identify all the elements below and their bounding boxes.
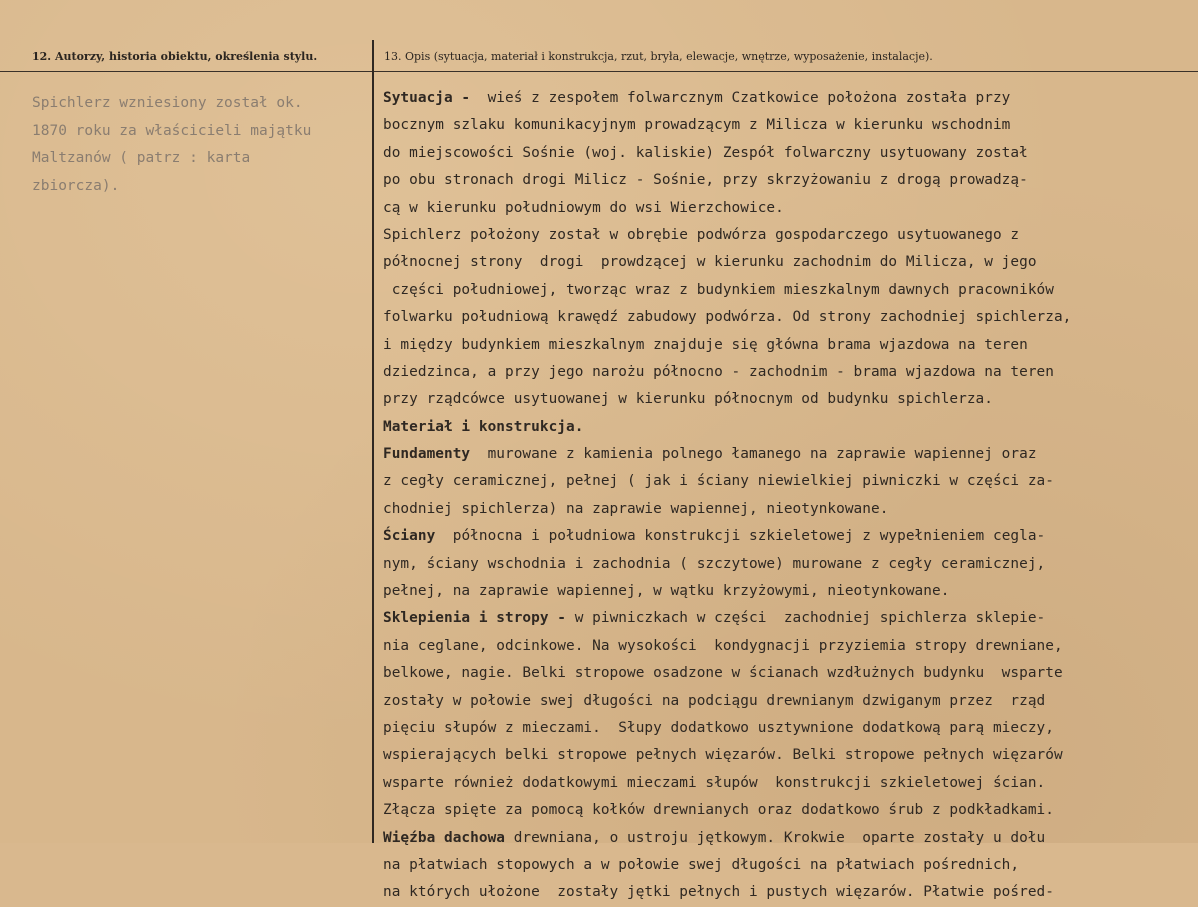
description-line (383, 633, 1183, 660)
left-line: Spichlerz wzniesiony został ok. (32, 95, 303, 111)
description-text-run: zostały w połowie swej długości na podciągu drewnianym dzwiganym przez rząd (383, 692, 1046, 709)
description-line (383, 742, 1183, 769)
left-line: zbiorcza). (32, 177, 120, 194)
description-text-run: wspierających belki stropowe pełnych więzarów. Belki stropowe pełnych więzarów (383, 747, 1063, 764)
authors-history-text (32, 90, 362, 200)
description-text-run: pięciu słupów z mieczami. Słupy dodatkowo usztywnione dodatkową parą mieczy, (383, 719, 1054, 736)
description-text-run: na których ułożone zostały jętki pełnych i pustych więzarów. Płatwie pośred- (383, 884, 1054, 901)
description-text-run: drewniana, o ustroju jętkowym. Krokwie oparte zostały u dołu (505, 829, 1046, 846)
header-divider (0, 71, 1198, 72)
description-line (383, 249, 1183, 276)
description-text-run: belkowe, nagie. Belki stropowe osadzone w ścianach wzdłużnych budynku wsparte (383, 665, 1063, 682)
section-heading: Materiał i konstrukcja. (383, 418, 584, 435)
description-text-run: murowane z kamienia polnego łamanego na zaprawie wapiennej oraz (470, 446, 1037, 463)
description-line (383, 605, 1183, 632)
description-text-run: przy rządcówce usytuowanej w kierunku północnym od budynku spichlerza. (383, 391, 993, 408)
description-text-run: do miejscowości Sośnie (woj. kaliskie) Zespół folwarczny usytuowany został (383, 144, 1028, 161)
description-line (383, 414, 1183, 441)
description-text (383, 85, 1183, 907)
description-line (383, 551, 1183, 578)
description-line (383, 879, 1183, 906)
description-line (383, 195, 1183, 222)
description-text-run: północna i południowa konstrukcji szkieletowej z wypełnieniem cegla- (435, 528, 1046, 545)
description-line (383, 660, 1183, 687)
description-line (383, 112, 1183, 139)
description-line (383, 523, 1183, 550)
description-text-run: z cegły ceramicznej, pełnej ( jak i ściany niewielkiej piwniczki w części za- (383, 473, 1054, 490)
description-line (383, 359, 1183, 386)
description-line (383, 277, 1183, 304)
description-line (383, 85, 1183, 112)
description-line (383, 222, 1183, 249)
description-text-run: bocznym szlaku komunikacyjnym prowadzącym z Milicza w kierunku wschodnim (383, 117, 1011, 134)
description-line (383, 688, 1183, 715)
left-line: Maltzanów ( patrz : karta (32, 150, 251, 166)
section-12-header: 12. Autorzy, historia obiektu, określenia stylu. (32, 50, 318, 63)
section-heading: Sytuacja - (383, 90, 471, 106)
description-line (383, 715, 1183, 742)
description-text-run: północnej strony drogi prowdzącej w kierunku zachodnim do Milicza, w jego (383, 254, 1037, 271)
section-heading: Więźba dachowa (383, 829, 505, 846)
description-text-run: cą w kierunku południowym do wsi Wierzchowice. (383, 199, 784, 216)
description-line (383, 852, 1183, 879)
description-line (383, 140, 1183, 167)
description-text-run: i między budynkiem mieszkalnym znajduje się główna brama wjazdowa na teren (383, 336, 1028, 353)
section-heading: Ściany (383, 528, 436, 545)
description-line (383, 770, 1183, 797)
column-divider (372, 40, 374, 843)
description-line (383, 797, 1183, 824)
description-text-run: po obu stronach drogi Milicz - Sośnie, przy skrzyżowaniu z drogą prowadzą- (383, 172, 1028, 189)
description-text-run: dziedzinca, a przy jego narożu północno - zachodnim - brama wjazdowa na teren (383, 363, 1054, 380)
description-text-run: folwarku południową krawędź zabudowy podwórza. Od strony zachodniej spichlerza, (383, 309, 1072, 326)
section-heading: Sklepienia i stropy - (383, 610, 566, 627)
description-line (383, 441, 1183, 468)
description-text-run: wsparte również dodatkowymi mieczami słupów konstrukcji szkieletowej ścian. (383, 774, 1046, 791)
description-text-run: Złącza spięte za pomocą kołków drewnianych oraz dodatkowo śrub z podkładkami. (383, 802, 1054, 819)
description-line (383, 578, 1183, 605)
section-heading: Fundamenty (383, 446, 471, 463)
description-text-run: części południowej, tworząc wraz z budynkiem mieszkalnym dawnych pracowników (383, 281, 1054, 298)
description-text-run: wieś z zespołem folwarcznym Czatkowice położona została przy (470, 90, 1011, 106)
description-text-run: na płatwiach stopowych a w połowie swej długości na płatwiach pośrednich, (383, 856, 1020, 873)
description-line (383, 468, 1183, 495)
section-13-header: 13. Opis (sytuacja, materiał i konstrukcja, rzut, bryła, elewacje, wnętrze, wyposażenie, instalacje). (384, 50, 933, 63)
description-text-run: pełnej, na zaprawie wapiennej, w wątku krzyżowymi, nieotynkowane. (383, 583, 950, 600)
description-text-run: Spichlerz położony został w obrębie podwórza gospodarczego usytuowanego z (383, 226, 1020, 243)
description-text-run: chodniej spichlerza) na zaprawie wapiennej, nieotynkowane. (383, 500, 889, 517)
left-line: 1870 roku za właścicieli majątku (32, 122, 312, 139)
description-line (383, 167, 1183, 194)
description-line (383, 304, 1183, 331)
description-line (383, 386, 1183, 413)
description-text-run: w piwniczkach w części zachodniej spichlerza sklepie- (566, 610, 1046, 627)
description-line (383, 332, 1183, 359)
description-line (383, 825, 1183, 852)
description-line (383, 496, 1183, 523)
description-text-run: nym, ściany wschodnia i zachodnia ( szczytowe) murowane z cegły ceramicznej, (383, 555, 1046, 572)
description-text-run: nia ceglane, odcinkowe. Na wysokości kondygnacji przyziemia stropy drewniane, (383, 637, 1063, 654)
